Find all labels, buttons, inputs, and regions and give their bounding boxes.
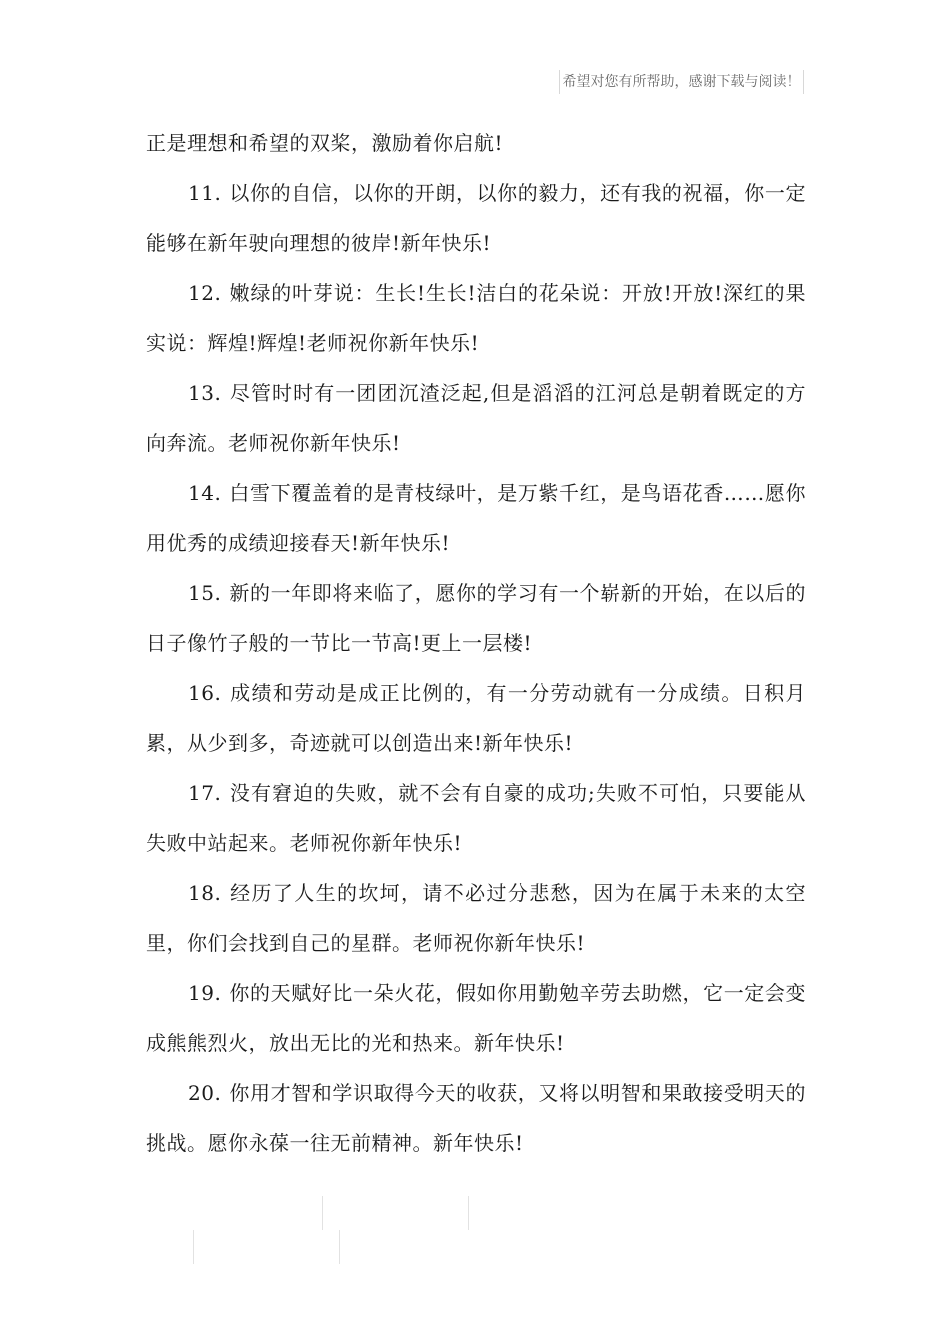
footer-divider-line [468, 1196, 469, 1230]
list-item-17 [146, 768, 806, 868]
paragraph-text: 成绩和劳动是成正比例的，有一分劳动就有一分成绩。日积月累，从少到多，奇迹就可以创造出来!新年快乐! [146, 681, 806, 755]
item-number: 11. [188, 181, 222, 205]
item-number: 17. [188, 781, 222, 805]
list-item-15 [146, 568, 806, 668]
item-number: 19. [188, 981, 222, 1005]
list-item-14 [146, 468, 806, 568]
list-item-20 [146, 1068, 806, 1168]
item-number: 18. [188, 881, 222, 905]
footer-divider-line [339, 1230, 340, 1264]
paragraph-text: 尽管时时有一团团沉渣泛起,但是滔滔的江河总是朝着既定的方向奔流。老师祝你新年快乐! [146, 381, 806, 455]
item-number: 14. [188, 481, 222, 505]
item-number: 15. [188, 581, 222, 605]
document-body [146, 118, 806, 1168]
footer-divider-line [322, 1196, 323, 1230]
paragraph-text: 白雪下覆盖着的是青枝绿叶，是万紫千红，是鸟语花香……愿你用优秀的成绩迎接春天!新年快乐! [146, 481, 806, 555]
list-item-13 [146, 368, 806, 468]
paragraph-text: 嫩绿的叶芽说：生长!生长!洁白的花朵说：开放!开放!深红的果实说：辉煌!辉煌!老师祝你新年快乐! [146, 281, 806, 355]
paragraph-text: 你的天赋好比一朵火花，假如你用勤勉辛劳去助燃，它一定会变成熊熊烈火，放出无比的光和热来。新年快乐! [146, 981, 806, 1055]
list-item-12 [146, 268, 806, 368]
download-thanks-note: 希望对您有所帮助，感谢下载与阅读！ [559, 70, 804, 94]
item-number: 12. [188, 281, 222, 305]
item-number: 16. [188, 681, 222, 705]
list-item-18 [146, 868, 806, 968]
paragraph-continuation [146, 118, 806, 168]
paragraph-text: 以你的自信，以你的开朗，以你的毅力，还有我的祝福，你一定能够在新年驶向理想的彼岸!新年快乐! [146, 181, 806, 255]
list-item-11 [146, 168, 806, 268]
paragraph-text: 没有窘迫的失败，就不会有自豪的成功;失败不可怕，只要能从失败中站起来。老师祝你新年快乐! [146, 781, 806, 855]
list-item-16 [146, 668, 806, 768]
item-number: 20. [188, 1081, 222, 1105]
paragraph-text: 经历了人生的坎坷，请不必过分悲愁，因为在属于未来的太空里，你们会找到自己的星群。老师祝你新年快乐! [146, 881, 806, 955]
paragraph-text: 你用才智和学识取得今天的收获，又将以明智和果敢接受明天的挑战。愿你永葆一往无前精神。新年快乐! [146, 1081, 806, 1155]
paragraph-text: 新的一年即将来临了，愿你的学习有一个崭新的开始，在以后的日子像竹子般的一节比一节高!更上一层楼! [146, 581, 806, 655]
list-item-19 [146, 968, 806, 1068]
paragraph-text: 正是理想和希望的双桨，激励着你启航! [146, 131, 504, 155]
item-number: 13. [188, 381, 222, 405]
footer-divider-line [193, 1230, 194, 1264]
